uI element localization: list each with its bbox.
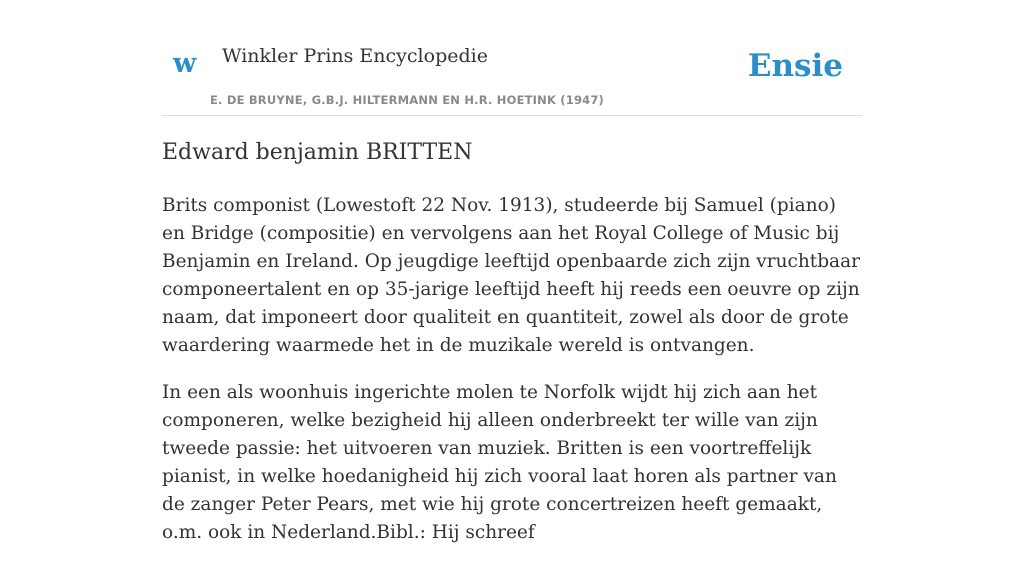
article-title: Edward benjamin BRITTEN <box>162 140 473 165</box>
source-logo-icon[interactable]: w <box>173 48 197 79</box>
source-title[interactable]: Winkler Prins Encyclopedie <box>222 45 488 67</box>
article-paragraph: Brits componist (Lowestoft 22 Nov. 1913), studeerde bij Samuel (piano) en Bridge (compositie) en vervolgens aan het Royal College of Music bij Benjamin en Ireland. Op jeugdige leeftijd openbaarde zich zijn vruchtbaar componeertalent en op 35-jarige leeftijd heeft hij reeds een oeuvre op zijn naam, dat imponeert door qualiteit en quantiteit, zowel als door de grote waardering waarmede het in de muzikale wereld is ontvangen. <box>162 195 860 356</box>
site-header <box>162 0 862 116</box>
source-authors: E. DE BRUYNE, G.B.J. HILTERMANN EN H.R. HOETINK (1947) <box>210 93 605 107</box>
article-body <box>162 192 862 566</box>
page-container <box>162 0 862 543</box>
article-paragraph: In een als woonhuis ingerichte molen te Norfolk wijdt hij zich aan het componeren, welke bezigheid hij alleen onderbreekt ter wille van zijn tweede passie: het uitvoeren van muziek. Britten is een voortreffelijk pianist, in welke hoedanigheid hij zich vooral laat horen als partner van de zanger Peter Pears, met wie hij grote concertreizen heeft gemaakt, o.m. ook in Nederland.Bibl.: Hij schreef <box>162 382 837 543</box>
brand-logo[interactable]: Ensie <box>747 48 843 84</box>
